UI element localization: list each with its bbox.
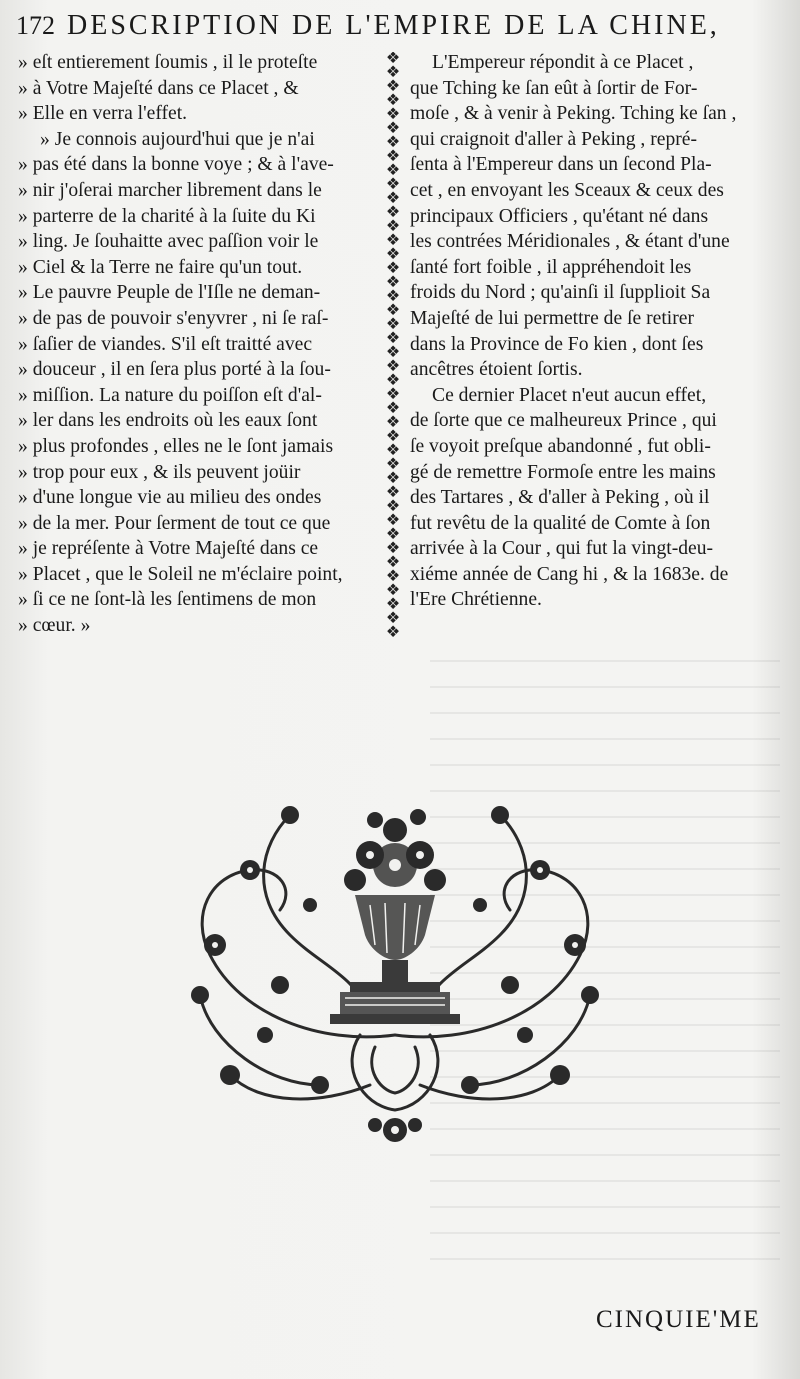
divider-fleuron-icon: ❖ [385, 568, 401, 585]
text-line: » de pas de pouvoir s'enyvrer , ni ſe raſ- [18, 307, 329, 329]
divider-fleuron-icon: ❖ [385, 428, 401, 445]
text-line: » nir j'oſerai marcher librement dans le [18, 179, 322, 201]
text-line: » ling. Je ſouhaitte avec paſſion voir le [18, 231, 319, 253]
text-line: principaux Officiers , qu'étant né dans [410, 205, 709, 227]
left-column [18, 50, 378, 639]
text-line: Ce dernier Placet n'eut aucun effet, [432, 384, 707, 406]
text-line: » ler dans les endroits où les eaux ſont [18, 410, 318, 432]
divider-fleuron-icon: ❖ [385, 246, 401, 263]
divider-fleuron-icon: ❖ [385, 470, 401, 487]
text-line: » je repréſente à Votre Majeſté dans ce [18, 538, 319, 560]
divider-fleuron-icon: ❖ [385, 596, 401, 613]
text-line: arrivée à la Cour , qui fut la vingt-deu- [410, 538, 714, 560]
divider-fleuron-icon: ❖ [385, 498, 401, 515]
running-title: DESCRIPTION DE L'EMPIRE DE LA CHINE, [67, 10, 720, 41]
divider-fleuron-icon: ❖ [385, 92, 401, 109]
text-line: l'Ere Chrétienne. [410, 589, 542, 611]
text-line: » Placet , que le Soleil ne m'éclaire point, [18, 563, 343, 585]
text-line: » Ciel & la Terre ne faire qu'un tout. [18, 256, 303, 278]
divider-fleuron-icon: ❖ [385, 190, 401, 207]
divider-fleuron-icon: ❖ [385, 330, 401, 347]
divider-fleuron-icon: ❖ [385, 512, 401, 529]
text-line: ſe voyoit preſque abandonné , fut obli- [410, 435, 711, 457]
text-line: » cœur. » [18, 615, 91, 637]
right-column [410, 50, 770, 613]
text-line: xiéme année de Cang hi , & la 1683e. de [410, 563, 729, 585]
text-line: des Tartares , & d'aller à Peking , où il [410, 487, 710, 509]
divider-fleuron-icon: ❖ [385, 134, 401, 151]
divider-fleuron-icon: ❖ [385, 260, 401, 277]
divider-fleuron-icon: ❖ [385, 274, 401, 291]
text-line: moſe , & à venir à Peking. Tching ke ſan , [410, 103, 737, 125]
text-line: » Elle en verra l'effet. [18, 103, 188, 125]
text-line: » douceur , il en ſera plus porté à la ſou- [18, 359, 331, 381]
divider-fleuron-icon: ❖ [385, 64, 401, 81]
text-line: » pas été dans la bonne voye ; & à l'ave- [18, 154, 334, 176]
divider-fleuron-icon: ❖ [385, 176, 401, 193]
text-line: ſenta à l'Empereur dans un ſecond Pla- [410, 154, 712, 176]
text-line: » de la mer. Pour ſerment de tout ce que [18, 512, 331, 534]
text-line: les contrées Méridionales , & étant d'une [410, 231, 730, 253]
divider-fleuron-icon: ❖ [385, 218, 401, 235]
text-line: » ſi ce ne ſont-là les ſentimens de mon [18, 589, 317, 611]
divider-fleuron-icon: ❖ [385, 358, 401, 375]
divider-fleuron-icon: ❖ [385, 78, 401, 95]
divider-fleuron-icon: ❖ [385, 106, 401, 123]
text-line: ancêtres étoient ſortis. [410, 359, 583, 381]
divider-fleuron-icon: ❖ [385, 288, 401, 305]
divider-fleuron-icon: ❖ [385, 414, 401, 431]
divider-fleuron-icon: ❖ [385, 232, 401, 249]
text-line: froids du Nord ; qu'ainſi il ſupplioit Sa [410, 282, 711, 304]
text-line: L'Empereur répondit à ce Placet , [432, 52, 694, 73]
running-header [16, 10, 786, 50]
text-line: de ſorte que ce malheureux Prince , qui [410, 410, 717, 432]
divider-fleuron-icon: ❖ [385, 554, 401, 571]
text-line: gé de remettre Formoſe entre les mains [410, 461, 716, 483]
text-line: cet , en envoyant les Sceaux & ceux des [410, 179, 724, 201]
vase-floral-tailpiece-icon [170, 785, 620, 1155]
text-line: » ſaſier de viandes. S'il eſt traitté avec [18, 333, 313, 355]
column-divider-ornament [382, 52, 404, 647]
text-line: fut revêtu de la qualité de Comte à ſon [410, 512, 711, 534]
divider-fleuron-icon: ❖ [385, 344, 401, 361]
text-line: » miſſion. La nature du poiſſon eſt d'al- [18, 384, 322, 406]
divider-fleuron-icon: ❖ [385, 386, 401, 403]
divider-fleuron-icon: ❖ [385, 526, 401, 543]
text-line: Majeſté de lui permettre de ſe retirer [410, 307, 694, 329]
text-line: ſanté fort foible , il appréhendoit les [410, 256, 692, 278]
divider-fleuron-icon: ❖ [385, 372, 401, 389]
text-line: » eſt entierement ſoumis , il le proteſte [18, 52, 318, 73]
divider-fleuron-icon: ❖ [385, 120, 401, 137]
divider-fleuron-icon: ❖ [385, 52, 401, 67]
divider-fleuron-icon: ❖ [385, 484, 401, 501]
divider-fleuron-icon: ❖ [385, 610, 401, 627]
text-line: » plus profondes , elles ne le ſont jamais [18, 435, 334, 457]
divider-fleuron-icon: ❖ [385, 162, 401, 179]
text-line: que Tching ke ſan eût à ſortir de For- [410, 77, 698, 99]
divider-fleuron-icon: ❖ [385, 624, 401, 641]
divider-fleuron-icon: ❖ [385, 302, 401, 319]
divider-fleuron-icon: ❖ [385, 442, 401, 459]
text-line: » d'une longue vie au milieu des ondes [18, 487, 322, 509]
catchword: CINQUIE'ME [596, 1306, 761, 1333]
divider-fleuron-icon: ❖ [385, 148, 401, 165]
divider-fleuron-icon: ❖ [385, 204, 401, 221]
text-line: » Je connois aujourd'hui que je n'ai [40, 128, 315, 150]
divider-fleuron-icon: ❖ [385, 540, 401, 557]
divider-fleuron-icon: ❖ [385, 400, 401, 417]
divider-fleuron-icon: ❖ [385, 582, 401, 599]
text-line: » Le pauvre Peuple de l'Iſle ne deman- [18, 282, 321, 304]
divider-fleuron-icon: ❖ [385, 456, 401, 473]
page-number: 172 [16, 11, 55, 40]
text-line: » parterre de la charité à la ſuite du Ki [18, 205, 316, 227]
text-line: » trop pour eux , & ils peuvent joüir [18, 461, 301, 483]
divider-fleuron-icon: ❖ [385, 316, 401, 333]
text-line: dans la Province de Fo kien , dont ſes [410, 333, 704, 355]
text-line: » à Votre Majeſté dans ce Placet , & [18, 77, 299, 99]
text-line: qui craignoit d'aller à Peking , repré- [410, 128, 697, 150]
